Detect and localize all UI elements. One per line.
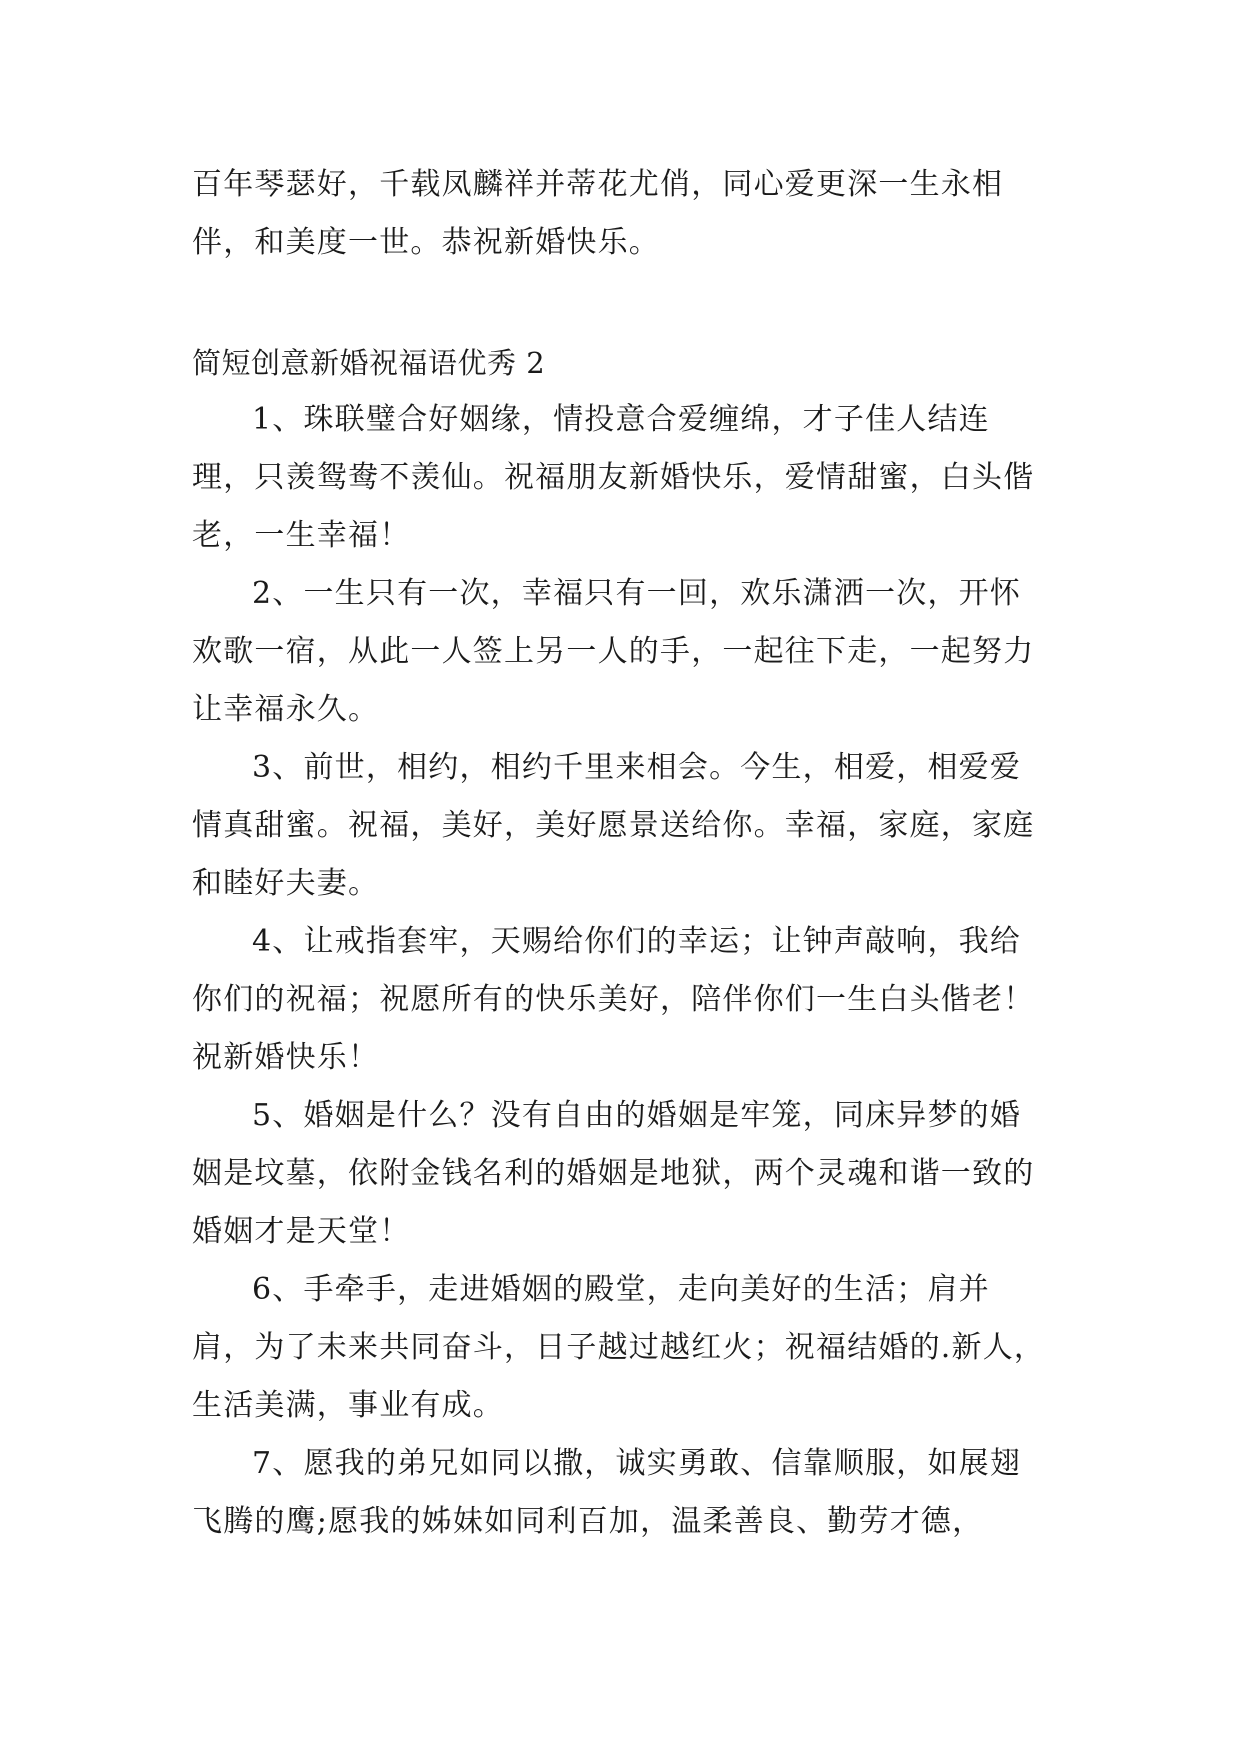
- list-item: 5、婚姻是什么？没有自由的婚姻是牢笼，同床异梦的婚姻是坟墓，依附金钱名利的婚姻是地狱，两个灵魂和谐一致的婚姻才是天堂！: [192, 1098, 1035, 1249]
- intro-paragraph: 百年琴瑟好，千载凤麟祥并蒂花尤俏，同心爱更深一生永相伴，和美度一世。恭祝新婚快乐。: [192, 167, 1004, 260]
- list-item: 6、手牵手，走进婚姻的殿堂，走向美好的生活；肩并肩，为了未来共同奋斗，日子越过越红火；祝福结婚的.新人，生活美满，事业有成。: [192, 1272, 1046, 1423]
- list-item: 4、让戒指套牢，天赐给你们的幸运；让钟声敲响，我给你们的祝福；祝愿所有的快乐美好，陪伴你们一生白头偕老！祝新婚快乐！: [192, 924, 1035, 1075]
- list-item: 3、前世，相约，相约千里来相会。今生，相爱，相爱爱情真甜蜜。祝福，美好，美好愿景送给你。幸福，家庭，家庭和睦好夫妻。: [192, 750, 1035, 901]
- list-item: 2、一生只有一次，幸福只有一回，欢乐潇洒一次，开怀欢歌一宿，从此一人签上另一人的手，一起往下走，一起努力让幸福永久。: [192, 576, 1035, 727]
- section-heading: 简短创意新婚祝福语优秀 2: [192, 346, 546, 380]
- blessing-list: [192, 391, 1052, 1551]
- list-item: 1、珠联璧合好姻缘，情投意合爱缠绵，才子佳人结连理，只羡鸳鸯不羡仙。祝福朋友新婚快乐，爱情甜蜜，白头偕老，一生幸福！: [192, 402, 1035, 553]
- list-item: 7、愿我的弟兄如同以撒，诚实勇敢、信靠顺服，如展翅飞腾的鹰;愿我的姊妹如同利百加，温柔善良、勤劳才德，: [192, 1446, 1022, 1539]
